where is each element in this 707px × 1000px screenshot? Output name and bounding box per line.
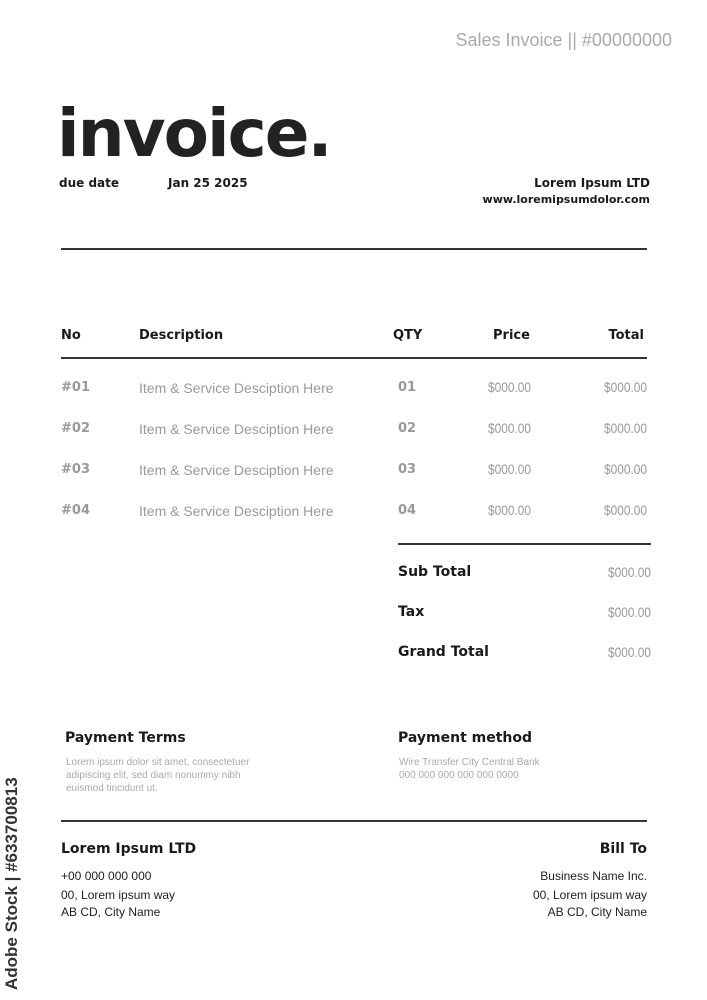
cell-price: $000.00 [487,461,531,477]
cell-total: $000.00 [603,379,647,395]
cell-total: $000.00 [603,420,647,436]
cell-desc: Item & Service Desciption Here [139,503,334,519]
total-value: $000.00 [607,644,651,660]
col-price: Price [493,328,530,343]
footer-divider [61,820,647,822]
bill-to-title: Bill To [599,841,647,857]
line: adipiscing elit, sed diam nonummy nibh [66,770,241,781]
from-address2: AB CD, City Name [61,905,161,919]
from-phone: +00 000 000 000 [61,869,152,883]
cell-no: #04 [61,503,90,518]
total-label: Sub Total [398,564,472,580]
invoice-title: invoice. [57,95,331,172]
payment-terms-title: Payment Terms [65,730,186,746]
company-website: www.loremipsumdolor.com [482,193,650,206]
document-id: Sales Invoice || #00000000 [455,30,672,50]
from-details [61,868,175,921]
cell-no: #03 [61,462,90,477]
bill-to-address2: AB CD, City Name [547,905,647,919]
from-name: Lorem Ipsum LTD [61,841,197,857]
from-address1: 00, Lorem ipsum way [61,888,176,902]
payment-method-title: Payment method [398,730,533,746]
due-date-value: Jan 25 2025 [168,176,248,190]
line: Wire Transfer City Central Bank [399,757,540,768]
col-no: No [61,328,81,343]
totals-divider [398,543,651,545]
line: Lorem ipsum dolor sit amet, consectetuer [66,757,250,768]
bill-to-address1: 00, Lorem ipsum way [532,888,647,902]
table-header-divider [61,357,647,359]
cell-price: $000.00 [487,379,531,395]
cell-qty: 04 [398,503,417,518]
divider [61,248,647,250]
total-label: Grand Total [398,644,489,660]
total-value: $000.00 [607,604,651,620]
bill-to-details [533,868,647,921]
cell-no: #01 [61,380,90,395]
col-total: Total [608,328,644,343]
col-description: Description [139,328,224,343]
cell-total: $000.00 [603,502,647,518]
cell-price: $000.00 [487,502,531,518]
cell-desc: Item & Service Desciption Here [139,421,334,437]
line: euismod tincidunt ut. [66,783,158,794]
cell-price: $000.00 [487,420,531,436]
bill-to-name: Business Name Inc. [540,869,647,883]
due-date-label: due date [59,176,120,190]
cell-qty: 03 [398,462,417,477]
cell-qty: 02 [398,421,417,436]
company-name: Lorem Ipsum LTD [534,176,650,190]
cell-qty: 01 [398,380,417,395]
total-label: Tax [398,604,425,620]
total-value: $000.00 [607,564,651,580]
payment-terms-text [66,756,249,795]
cell-desc: Item & Service Desciption Here [139,462,334,478]
watermark-label: Adobe Stock | #633700813 [2,777,21,990]
cell-no: #02 [61,421,90,436]
col-qty: QTY [393,328,423,343]
line: 000 000 000 000 000 0000 [399,770,519,781]
payment-method-text [399,756,540,782]
cell-desc: Item & Service Desciption Here [139,380,334,396]
cell-total: $000.00 [603,461,647,477]
